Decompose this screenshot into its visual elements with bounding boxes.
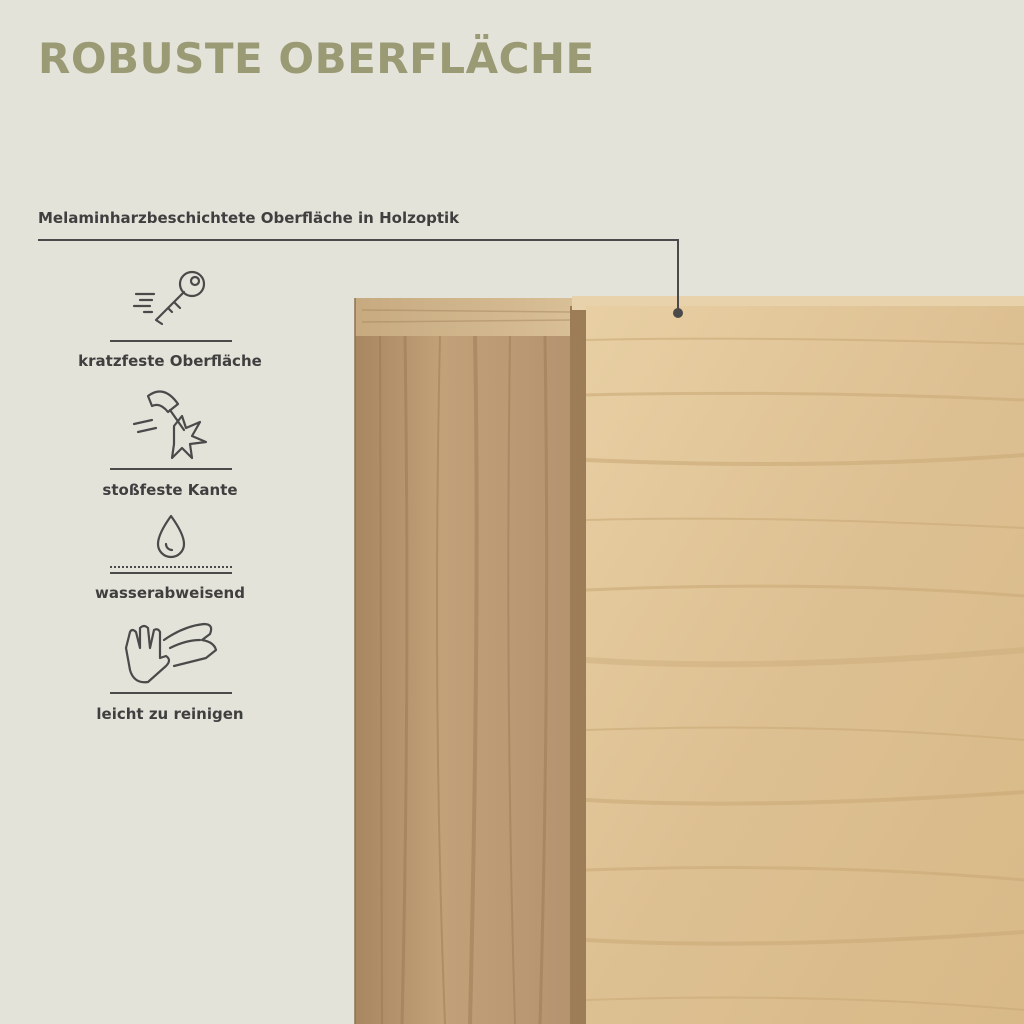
feature-label-scratch: kratzfeste Oberfläche (78, 352, 262, 370)
feature-label-clean: leicht zu reinigen (96, 705, 244, 723)
feature-label-water: wasserabweisend (95, 584, 245, 602)
feature-label-impact: stoßfeste Kante (102, 481, 238, 499)
feature-divider (110, 340, 232, 342)
feature-divider (110, 468, 232, 470)
page-title: ROBUSTE OBERFLÄCHE (38, 34, 595, 83)
hand-cloth-icon (120, 618, 222, 690)
feature-divider-dotted (110, 566, 232, 568)
key-scratch-icon (130, 268, 212, 330)
surface-callout-label: Melaminharzbeschichtete Oberfläche in Holzoptik (38, 209, 460, 227)
feature-divider (110, 572, 232, 574)
feature-divider (110, 692, 232, 694)
hammer-impact-icon (130, 386, 212, 462)
water-drop-icon (150, 512, 192, 562)
